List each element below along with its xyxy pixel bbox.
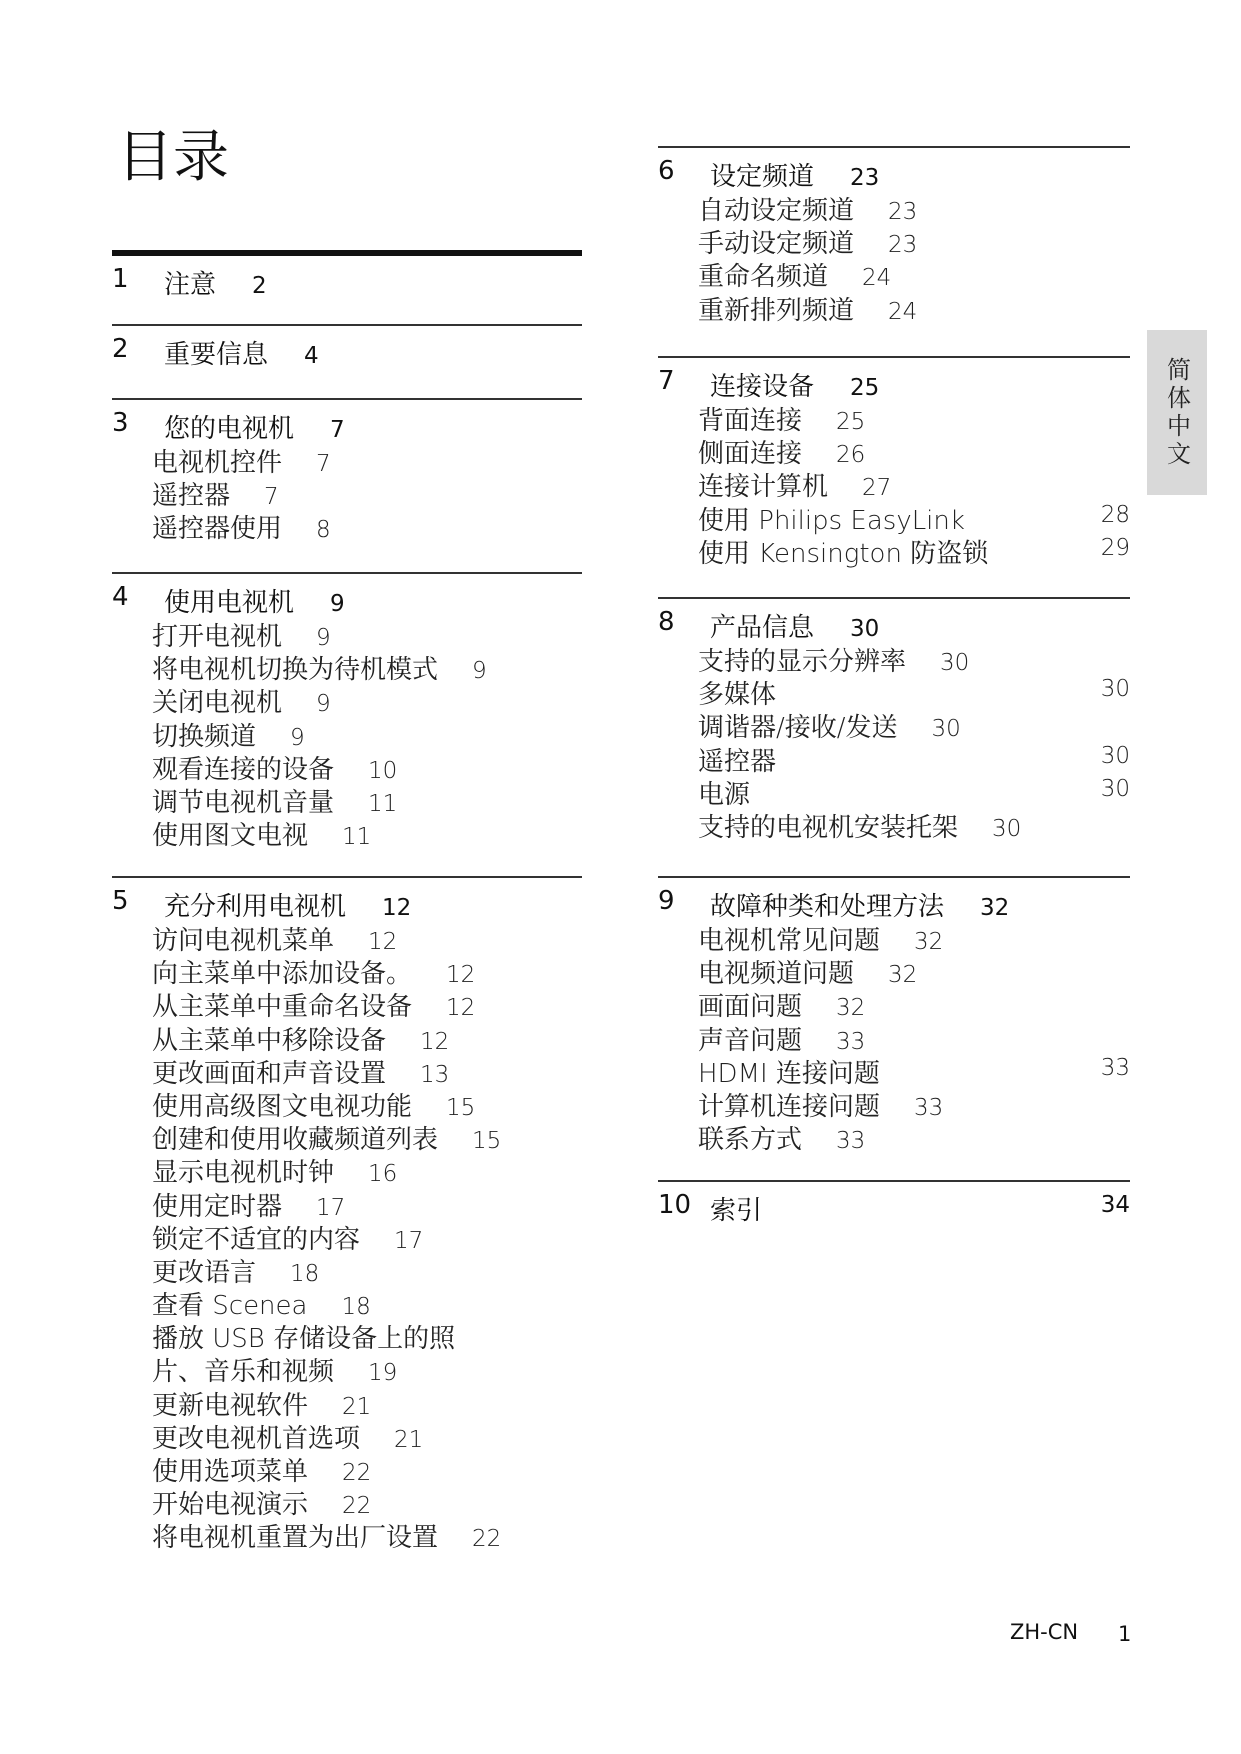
toc-entry-label: 从主菜单中重命名设备 [152, 992, 413, 1023]
toc-entry-page: 17 [394, 1227, 424, 1254]
section-title [710, 886, 1009, 923]
toc-entry-text [152, 1252, 319, 1289]
toc-entry-text [152, 1086, 475, 1123]
section-title [710, 366, 879, 403]
section-page-number: 2 [252, 273, 267, 299]
section-title-text: 使用电视机 [164, 588, 295, 618]
toc-entry[interactable] [658, 986, 1130, 1023]
toc-entry-text [152, 1517, 501, 1554]
toc-entry[interactable] [112, 1053, 582, 1089]
toc-entry-label: 声音问题 [698, 1025, 803, 1056]
toc-entry[interactable] [112, 1517, 582, 1554]
toc-section-heading[interactable] [112, 334, 582, 368]
toc-entry[interactable] [112, 782, 582, 818]
toc-entry-page: 29 [1100, 534, 1130, 561]
toc-entry-text [698, 741, 776, 778]
toc-entry-text [152, 1484, 371, 1521]
toc-entry-label: 使用图文电视 [152, 821, 309, 852]
toc-entry-text [152, 1285, 371, 1322]
toc-entry[interactable] [112, 442, 582, 478]
toc-entry[interactable] [112, 1219, 582, 1255]
toc-entry-label: 连接计算机 [698, 472, 829, 503]
side-tab-label: 简体中文 [1162, 356, 1191, 469]
toc-entry-page: 19 [368, 1360, 398, 1387]
toc-entry-label: 电视频道问题 [698, 959, 855, 990]
toc-entry-text [698, 290, 917, 327]
section-page-number: 7 [330, 417, 345, 443]
toc-entry[interactable] [112, 920, 582, 956]
toc-entry-text [698, 190, 917, 227]
toc-entry-text [152, 920, 397, 957]
toc-entry-label: 使用高级图文电视功能 [152, 1091, 413, 1122]
toc-entry-text [152, 508, 331, 545]
toc-entry-page: 17 [316, 1194, 346, 1221]
toc-entry[interactable] [658, 533, 1130, 569]
section-page-number: 9 [330, 591, 345, 617]
toc-entry-text [152, 1318, 455, 1355]
toc-entry[interactable] [112, 475, 582, 512]
section-title [710, 607, 879, 644]
section-title-text: 故障种类和处理方法 [710, 892, 945, 922]
section-number: 9 [658, 886, 675, 916]
toc-entry-label: 显示电视机时钟 [152, 1158, 335, 1189]
toc-entry-text [698, 953, 917, 990]
toc-entry-label: 调谐器/接收/发送 [698, 713, 898, 744]
toc-entry-text [698, 674, 776, 711]
toc-entry[interactable] [112, 1451, 582, 1487]
toc-entry-page: 7 [264, 484, 279, 511]
toc-entry-page: 16 [368, 1161, 398, 1188]
toc-entry[interactable] [658, 641, 1130, 677]
toc-entry-text [152, 1385, 371, 1422]
toc-entry-label: 遥控器 [698, 746, 777, 777]
toc-entry-text [152, 953, 475, 990]
toc-section [658, 876, 1130, 1156]
toc-entry-text [698, 707, 961, 744]
toc-entry[interactable] [658, 953, 1130, 990]
toc-section [658, 597, 1130, 843]
toc-entry[interactable] [658, 290, 1130, 326]
toc-entry-page: 33 [836, 1128, 866, 1155]
toc-entry-text [698, 256, 891, 293]
toc-entry[interactable] [658, 920, 1130, 956]
toc-entry-text [152, 815, 371, 852]
toc-entry-page: 22 [342, 1493, 372, 1520]
toc-entry-page: 23 [888, 199, 918, 225]
toc-entry-page: 9 [316, 691, 331, 718]
toc-entry[interactable] [658, 466, 1130, 503]
toc-entry-page: 32 [888, 962, 918, 989]
toc-entry[interactable] [658, 1086, 1130, 1122]
toc-entry-page: 30 [940, 650, 970, 676]
toc-section-heading[interactable] [658, 1190, 1130, 1224]
toc-entry-label: 更新电视软件 [152, 1390, 309, 1421]
toc-entry-page: 24 [862, 265, 892, 292]
toc-entry[interactable] [112, 815, 582, 852]
toc-section [112, 572, 582, 852]
toc-entry-page: 12 [420, 1028, 450, 1055]
section-number: 4 [112, 582, 129, 612]
footer-language-code: ZH-CN [1010, 1620, 1079, 1644]
toc-entry-label: 更改电视机首选项 [152, 1423, 361, 1454]
toc-entry[interactable] [658, 807, 1130, 843]
toc-entry-label: 使用 Kensington 防盗锁 [698, 538, 989, 569]
toc-entry[interactable] [112, 716, 582, 752]
toc-entry-text [152, 616, 331, 653]
toc-entry-label: 多媒体 [698, 680, 777, 711]
toc-entry-text [152, 1152, 397, 1189]
toc-entry-page: 9 [290, 724, 305, 751]
toc-entry[interactable] [112, 1119, 582, 1156]
section-title [164, 264, 267, 301]
toc-entry[interactable] [658, 400, 1130, 436]
toc-entry[interactable] [658, 223, 1130, 260]
toc-entry-page: 26 [836, 442, 866, 469]
section-title-text: 索引 [710, 1196, 763, 1226]
toc-entry[interactable] [112, 649, 582, 686]
section-page-number: 34 [1100, 1192, 1130, 1218]
toc-entry-page: 32 [914, 929, 944, 955]
toc-entry-label: 打开电视机 [152, 622, 283, 652]
toc-entry-label: 从主菜单中移除设备 [152, 1025, 387, 1056]
section-title [164, 886, 411, 923]
toc-entry-label: 重新排列频道 [698, 295, 855, 326]
toc-entry[interactable] [112, 616, 582, 652]
toc-entry[interactable] [112, 682, 582, 719]
toc-entry-page: 30 [1100, 742, 1130, 769]
toc-entry[interactable] [112, 1484, 582, 1521]
toc-entry-label: 自动设定频道 [698, 196, 855, 226]
toc-entry-label: 锁定不适宜的内容 [152, 1224, 361, 1255]
toc-entry-text [698, 466, 891, 503]
toc-entry-page: 15 [446, 1094, 476, 1121]
toc-entry-text [698, 433, 865, 470]
toc-entry-label: 使用定时器 [152, 1191, 283, 1222]
toc-entry[interactable] [658, 674, 1130, 711]
toc-entry-page: 12 [446, 995, 476, 1022]
toc-entry-page: 27 [862, 475, 892, 502]
toc-entry[interactable] [112, 953, 582, 990]
toc-section [112, 398, 582, 545]
toc-entry-page: 21 [394, 1426, 424, 1453]
toc-entry-label: 电源 [698, 779, 751, 810]
toc-section-heading[interactable] [658, 886, 1130, 920]
toc-entry-label: 使用 Philips EasyLink [698, 505, 965, 536]
toc-entry-label: 将电视机切换为待机模式 [152, 655, 439, 686]
toc-entry-text [152, 442, 331, 479]
toc-entry-text [698, 223, 917, 260]
toc-entry[interactable] [658, 500, 1130, 536]
section-title-text: 注意 [164, 270, 217, 300]
toc-entry-label: 更改画面和声音设置 [152, 1058, 387, 1089]
toc-section [658, 146, 1130, 326]
section-page-number: 12 [382, 895, 412, 921]
toc-entry-text [152, 1119, 501, 1156]
toc-entry-text [152, 1186, 345, 1223]
toc-entry-page: 15 [472, 1128, 502, 1155]
section-number: 1 [112, 264, 129, 294]
toc-entry[interactable] [112, 1385, 582, 1421]
toc-entry-text [152, 682, 331, 719]
toc-entry[interactable] [112, 1418, 582, 1454]
toc-entry-page: 30 [1100, 775, 1130, 802]
section-number: 2 [112, 334, 129, 364]
toc-entry-page: 7 [316, 451, 331, 477]
toc-entry-label: 支持的显示分辨率 [698, 647, 907, 677]
section-number: 7 [658, 366, 675, 396]
toc-entry-text [698, 1119, 865, 1156]
toc-entry[interactable] [658, 256, 1130, 293]
toc-entry-page: 8 [316, 517, 331, 544]
toc-entry[interactable] [658, 1119, 1130, 1156]
toc-entry[interactable] [658, 190, 1130, 226]
toc-section [112, 250, 582, 298]
toc-entry[interactable] [112, 1351, 582, 1388]
section-title-text: 充分利用电视机 [164, 892, 347, 922]
section-number: 5 [112, 886, 129, 916]
toc-entry-page: 23 [888, 232, 918, 259]
page-title: 目录 [117, 125, 229, 190]
toc-entry-text [698, 986, 865, 1023]
toc-entry-label: 侧面连接 [698, 439, 803, 470]
section-title [164, 334, 319, 371]
toc-entry-page: 11 [342, 824, 372, 851]
toc-entry-page: 10 [368, 757, 398, 784]
section-number: 10 [658, 1190, 692, 1220]
toc-entry-label: 遥控器使用 [152, 514, 283, 545]
section-title-text: 设定频道 [710, 162, 815, 192]
toc-entry-text [152, 1053, 449, 1090]
section-page-number: 23 [850, 165, 880, 191]
toc-entry-page: 30 [931, 716, 961, 743]
toc-entry[interactable] [112, 1318, 582, 1355]
toc-entry-label: 创建和使用收藏频道列表 [152, 1125, 439, 1156]
section-page-number: 25 [850, 375, 880, 401]
section-page-number: 4 [304, 343, 319, 369]
toc-section-heading[interactable] [658, 156, 1130, 190]
toc-section-heading[interactable] [112, 886, 582, 920]
toc-entry-label: 将电视机重置为出厂设置 [152, 1523, 439, 1554]
toc-entry[interactable] [658, 707, 1130, 744]
toc-entry-text [698, 400, 865, 437]
section-page-number: 30 [850, 616, 880, 642]
toc-entry-text [698, 920, 943, 957]
section-title [164, 408, 345, 445]
toc-entry-label: 观看连接的设备 [152, 754, 335, 785]
toc-entry-label: 手动设定频道 [698, 229, 855, 260]
toc-entry[interactable] [658, 1053, 1130, 1089]
toc-section [658, 1180, 1130, 1224]
toc-entry-text [152, 475, 279, 512]
footer-page-number: 1 [1118, 1622, 1132, 1646]
toc-entry-text [152, 1451, 371, 1488]
toc-entry-page: 22 [342, 1460, 372, 1486]
toc-entry-page: 21 [342, 1393, 372, 1420]
toc-entry-label: 联系方式 [698, 1125, 803, 1156]
toc-entry-label: 片、音乐和视频 [152, 1357, 335, 1388]
toc-entry-text [152, 1418, 423, 1455]
toc-entry-label: 画面问题 [698, 992, 803, 1023]
toc-entry-text [698, 807, 1021, 844]
section-title-text: 产品信息 [710, 613, 815, 643]
toc-entry-page: 30 [992, 815, 1022, 842]
toc-entry-text [152, 1351, 397, 1388]
toc-entry-page: 28 [1100, 501, 1130, 528]
language-side-tab [1147, 330, 1207, 495]
toc-entry[interactable] [112, 1186, 582, 1222]
toc-entry-text [698, 774, 750, 811]
toc-entry-label: 电视机常见问题 [698, 926, 881, 956]
toc-entry-page: 13 [420, 1061, 450, 1088]
toc-entry-label: 更改语言 [152, 1257, 257, 1288]
toc-entry-page: 30 [1100, 676, 1130, 703]
toc-section [658, 356, 1130, 569]
toc-section [112, 876, 582, 1554]
toc-entry-text [698, 1086, 943, 1123]
section-title-text: 重要信息 [164, 340, 269, 370]
toc-entry[interactable] [112, 1152, 582, 1189]
toc-entry-page: 12 [446, 962, 476, 989]
section-title [710, 156, 879, 193]
section-number: 8 [658, 607, 675, 637]
toc-entry[interactable] [112, 749, 582, 785]
toc-entry-label: 播放 USB 存储设备上的照 [152, 1324, 456, 1355]
toc-entry-text [152, 649, 487, 686]
section-number: 6 [658, 156, 675, 186]
toc-entry-text [152, 1219, 423, 1256]
toc-entry-label: 关闭电视机 [152, 688, 283, 719]
toc-entry-page: 11 [368, 790, 398, 817]
toc-entry-text [698, 1053, 880, 1090]
toc-entry-label: 切换频道 [152, 721, 257, 752]
toc-section-heading[interactable] [658, 366, 1130, 400]
section-page-number: 32 [980, 895, 1010, 921]
toc-entry[interactable] [658, 741, 1130, 777]
toc-entry-label: 计算机连接问题 [698, 1091, 881, 1122]
toc-entry-label: 访问电视机菜单 [152, 926, 335, 956]
toc-entry-page: 9 [472, 658, 487, 685]
toc-entry[interactable] [112, 1020, 582, 1056]
toc-entry[interactable] [112, 1252, 582, 1288]
toc-entry-page: 33 [1100, 1054, 1130, 1081]
toc-entry-label: HDMI 连接问题 [698, 1058, 880, 1089]
toc-entry-page: 33 [914, 1094, 944, 1121]
toc-entry-text [152, 749, 397, 786]
section-number: 3 [112, 408, 129, 438]
toc-entry-label: 开始电视演示 [152, 1490, 309, 1521]
toc-section-heading[interactable] [112, 264, 582, 298]
toc-entry-label: 向主菜单中添加设备。 [152, 959, 413, 990]
section-title-text: 您的电视机 [164, 414, 295, 444]
toc-entry[interactable] [112, 1285, 582, 1322]
toc-entry-text [152, 986, 475, 1023]
toc-entry-label: 调节电视机音量 [152, 787, 335, 818]
toc-entry-page: 12 [368, 929, 398, 955]
toc-entry-label: 电视机控件 [152, 448, 283, 478]
section-title-text: 连接设备 [710, 372, 815, 402]
toc-entry-page: 22 [472, 1526, 502, 1553]
toc-entry[interactable] [112, 1086, 582, 1122]
toc-section-heading[interactable] [658, 607, 1130, 641]
toc-entry-text [152, 782, 397, 819]
toc-entry-page: 18 [341, 1294, 371, 1321]
toc-entry-label: 遥控器 [152, 481, 231, 512]
toc-entry-page: 33 [836, 1028, 866, 1055]
toc-entry-label: 支持的电视机安装托架 [698, 812, 959, 843]
toc-entry-text [698, 1020, 865, 1057]
toc-entry-text [152, 1020, 449, 1057]
toc-entry-text [698, 533, 988, 570]
toc-entry-label: 背面连接 [698, 406, 803, 436]
toc-entry[interactable] [658, 774, 1130, 810]
toc-section-heading[interactable] [112, 408, 582, 442]
section-title [710, 1190, 762, 1227]
section-title [164, 582, 345, 619]
toc-entry-page: 25 [836, 409, 866, 435]
toc-section [112, 324, 582, 368]
toc-entry-page: 24 [888, 298, 918, 325]
toc-entry-page: 32 [836, 995, 866, 1022]
toc-entry[interactable] [658, 1020, 1130, 1056]
toc-entry[interactable] [658, 433, 1130, 470]
toc-entry-text [698, 641, 969, 678]
toc-entry[interactable] [112, 986, 582, 1023]
toc-entry-text [152, 716, 305, 753]
toc-entry-label: 使用选项菜单 [152, 1457, 309, 1487]
toc-section-heading[interactable] [112, 582, 582, 616]
toc-entry-page: 18 [290, 1260, 320, 1287]
toc-entry-text [698, 500, 965, 537]
toc-entry[interactable] [112, 508, 582, 545]
toc-entry-page: 9 [316, 625, 331, 651]
toc-entry-label: 查看 Scenea [152, 1291, 308, 1322]
toc-entry-label: 重命名频道 [698, 262, 829, 293]
